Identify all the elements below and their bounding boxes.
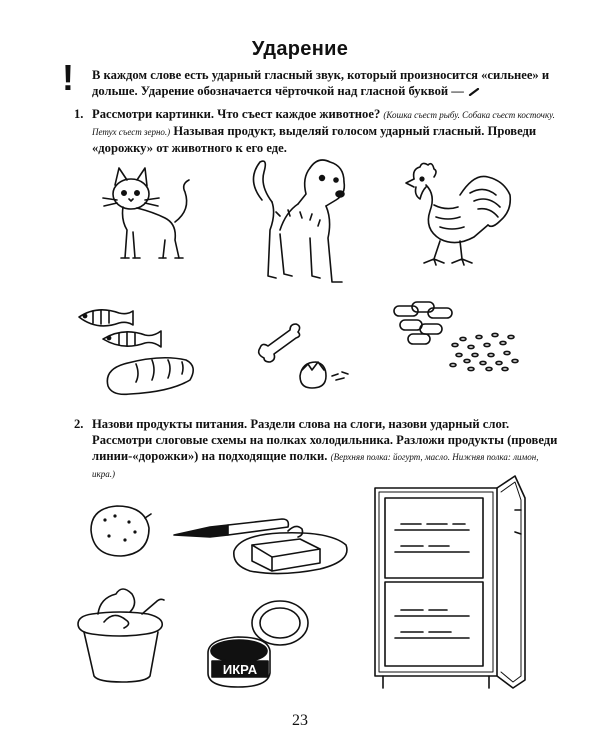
task-1-hint: (Кошка съест рыбу. Собака съест косточку. Петух съест зерно.) — [92, 110, 555, 137]
task-1-number: 1. — [74, 107, 84, 121]
fridge-icon — [365, 470, 535, 695]
bread-icon — [100, 350, 200, 400]
caviar-label: ИКРА — [222, 662, 258, 677]
task-1-text-a: Рассмотри картинки. Что съест каждое животное? — [92, 107, 381, 121]
bone-icon — [250, 320, 360, 395]
page-number: 23 — [292, 712, 308, 729]
lemon-icon — [85, 500, 155, 560]
task-2-hint: (Верхняя полка: йогурт, масло. Нижняя полка: лимон, икра.) — [92, 452, 539, 479]
task-2-text-a: Назови продукты питания. Раздели слова на слоги, назови ударный слог. Рассмотри слоговые схемы на полках холодильника. Разложи продукты (проведи линии-«дорожки») на подходящие полки. — [92, 417, 558, 463]
yogurt-icon — [70, 580, 175, 690]
grain-icon — [445, 325, 525, 375]
cat-icon — [95, 160, 205, 270]
caviar-icon — [200, 595, 320, 690]
task-1-text-b: Называя продукт, выделяй голосом ударный гласный. Проведи «дорожку» от животного к его еде. — [92, 124, 537, 155]
page-title: Ударение — [251, 38, 349, 60]
butter-icon — [170, 505, 355, 580]
rule-note-text: В каждом слове есть ударный гласный звук, который произносится «сильнее» и дольше. Ударение обозначается чёрточкой над гласной буквой — — [92, 68, 550, 98]
fish-icon — [75, 305, 170, 355]
rooster-icon — [400, 155, 520, 275]
task-2-number: 2. — [74, 417, 84, 431]
exclamation-icon: ! — [62, 57, 74, 98]
stress-mark-icon — [467, 88, 481, 96]
dog-icon — [240, 150, 360, 300]
rule-note — [92, 67, 562, 99]
task-1 — [74, 106, 562, 156]
